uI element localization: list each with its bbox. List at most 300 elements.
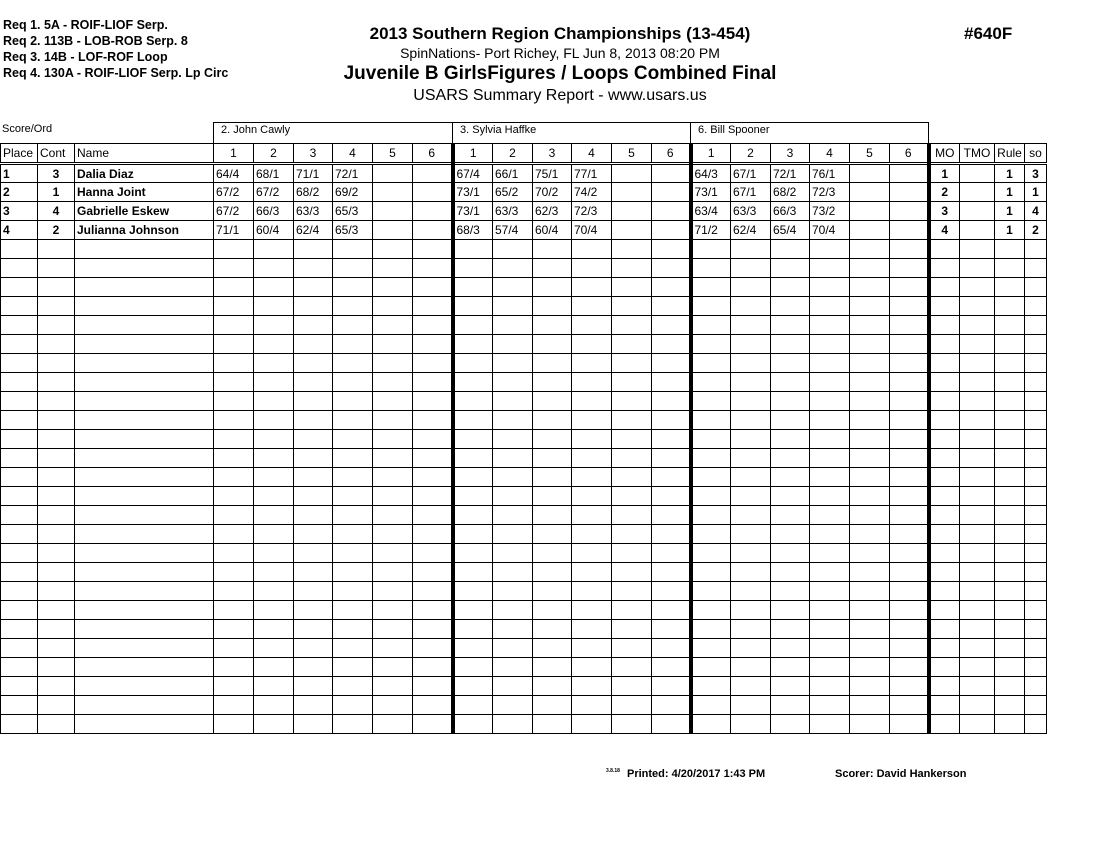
empty-cell [38,525,75,544]
empty-cell [652,259,691,278]
empty-cell [960,601,995,620]
empty-cell [333,525,373,544]
empty-cell [373,240,413,259]
empty-cell [453,373,493,392]
empty-cell [995,468,1025,487]
empty-row [1,715,1047,734]
empty-cell [453,411,493,430]
empty-cell [373,677,413,696]
empty-cell [373,525,413,544]
cont-cell: 4 [38,202,75,221]
empty-cell [453,525,493,544]
empty-cell [38,487,75,506]
empty-cell [333,582,373,601]
empty-cell [612,297,652,316]
empty-cell [333,411,373,430]
empty-cell [612,715,652,734]
empty-cell [995,487,1025,506]
empty-cell [1,259,38,278]
empty-cell [254,525,294,544]
name-cell: Hanna Joint [75,183,214,202]
empty-cell [572,696,612,715]
empty-cell [612,544,652,563]
empty-cell [572,278,612,297]
score-cell [413,221,453,240]
empty-cell [691,297,731,316]
empty-cell [254,487,294,506]
empty-cell [493,715,533,734]
empty-cell [453,582,493,601]
empty-cell [691,601,731,620]
empty-cell [960,240,995,259]
empty-cell [960,392,995,411]
empty-cell [38,544,75,563]
score-cell [890,221,929,240]
empty-cell [731,430,771,449]
score-cell: 67/4 [453,164,493,183]
empty-cell [1025,601,1047,620]
empty-cell [929,582,960,601]
empty-cell [890,335,929,354]
empty-cell [572,506,612,525]
empty-cell [691,278,731,297]
empty-cell [995,715,1025,734]
rule-cell: 1 [995,183,1025,202]
empty-cell [771,487,810,506]
empty-cell [612,487,652,506]
empty-cell [294,639,333,658]
empty-cell [1025,373,1047,392]
empty-cell [214,373,254,392]
score-cell: 64/4 [214,164,254,183]
score-cell: 69/2 [333,183,373,202]
empty-cell [214,335,254,354]
empty-cell [771,620,810,639]
score-cell: 72/1 [333,164,373,183]
empty-cell [533,696,572,715]
empty-cell [810,582,850,601]
rule-cell: 1 [995,164,1025,183]
empty-cell [810,487,850,506]
empty-cell [771,430,810,449]
empty-cell [731,677,771,696]
col-so: so [1025,144,1047,164]
empty-cell [652,639,691,658]
empty-cell [333,278,373,297]
empty-cell [294,487,333,506]
empty-cell [453,392,493,411]
empty-cell [929,563,960,582]
empty-cell [691,525,731,544]
empty-cell [890,373,929,392]
empty-cell [1025,506,1047,525]
empty-cell [691,563,731,582]
empty-cell [214,316,254,335]
empty-cell [214,525,254,544]
empty-cell [413,354,453,373]
empty-cell [652,430,691,449]
empty-cell [810,240,850,259]
empty-cell [652,373,691,392]
empty-cell [1025,544,1047,563]
empty-cell [810,354,850,373]
empty-cell [691,506,731,525]
empty-cell [254,620,294,639]
empty-cell [294,373,333,392]
empty-cell [413,449,453,468]
empty-cell [373,601,413,620]
empty-cell [38,278,75,297]
empty-cell [533,278,572,297]
empty-cell [612,335,652,354]
empty-cell [731,259,771,278]
empty-cell [995,392,1025,411]
col-judge2-fig4: 4 [572,144,612,164]
empty-cell [731,620,771,639]
empty-cell [652,506,691,525]
empty-cell [214,677,254,696]
score-cell: 60/4 [533,221,572,240]
empty-cell [810,658,850,677]
empty-cell [995,240,1025,259]
tmo-cell [960,221,995,240]
empty-cell [533,316,572,335]
empty-cell [890,506,929,525]
col-judge3-fig5: 5 [850,144,890,164]
mo-cell: 4 [929,221,960,240]
empty-cell [254,677,294,696]
empty-cell [214,259,254,278]
empty-cell [810,297,850,316]
empty-cell [493,468,533,487]
empty-cell [890,601,929,620]
empty-cell [254,468,294,487]
empty-cell [254,335,294,354]
empty-cell [810,278,850,297]
empty-cell [1025,468,1047,487]
empty-cell [652,677,691,696]
empty-cell [810,506,850,525]
empty-cell [413,487,453,506]
empty-cell [333,487,373,506]
empty-cell [929,278,960,297]
empty-cell [453,278,493,297]
empty-cell [38,354,75,373]
empty-cell [1025,335,1047,354]
empty-cell [75,392,214,411]
rule-cell: 1 [995,202,1025,221]
empty-cell [572,373,612,392]
empty-cell [214,506,254,525]
score-cell: 66/3 [771,202,810,221]
empty-row [1,525,1047,544]
empty-cell [254,639,294,658]
empty-cell [929,411,960,430]
empty-cell [38,240,75,259]
empty-cell [413,373,453,392]
empty-cell [294,582,333,601]
empty-cell [38,392,75,411]
empty-cell [75,658,214,677]
empty-cell [75,259,214,278]
empty-cell [691,620,731,639]
empty-cell [995,639,1025,658]
empty-cell [373,658,413,677]
empty-cell [731,354,771,373]
place-cell: 3 [1,202,38,221]
empty-cell [333,449,373,468]
empty-cell [254,506,294,525]
empty-cell [652,240,691,259]
empty-cell [294,544,333,563]
empty-cell [333,316,373,335]
empty-cell [929,335,960,354]
empty-cell [294,620,333,639]
empty-cell [413,335,453,354]
empty-cell [533,677,572,696]
empty-cell [453,639,493,658]
empty-cell [929,715,960,734]
score-cell: 67/2 [214,183,254,202]
empty-cell [333,696,373,715]
empty-cell [413,582,453,601]
empty-cell [960,354,995,373]
table-row [1,221,1047,240]
empty-cell [214,658,254,677]
empty-cell [771,525,810,544]
empty-cell [890,582,929,601]
empty-cell [413,259,453,278]
name-cell: Dalia Diaz [75,164,214,183]
score-cell: 63/4 [691,202,731,221]
empty-cell [960,373,995,392]
empty-cell [652,658,691,677]
empty-cell [771,354,810,373]
empty-cell [810,335,850,354]
empty-cell [1025,316,1047,335]
score-cell [890,202,929,221]
empty-cell [1,430,38,449]
empty-cell [294,297,333,316]
empty-cell [612,411,652,430]
empty-cell [38,297,75,316]
empty-cell [333,430,373,449]
empty-cell [771,715,810,734]
score-cell: 71/1 [214,221,254,240]
empty-cell [890,544,929,563]
empty-cell [960,639,995,658]
empty-cell [652,696,691,715]
empty-cell [75,715,214,734]
empty-cell [612,430,652,449]
empty-cell [850,297,890,316]
col-judge1-fig3: 3 [294,144,333,164]
score-cell: 67/2 [214,202,254,221]
score-cell [850,202,890,221]
empty-cell [850,373,890,392]
empty-cell [890,259,929,278]
empty-cell [413,506,453,525]
empty-cell [413,525,453,544]
empty-cell [731,316,771,335]
empty-cell [960,582,995,601]
empty-cell [294,335,333,354]
empty-cell [1,506,38,525]
empty-cell [493,525,533,544]
empty-cell [38,449,75,468]
empty-cell [413,677,453,696]
empty-cell [929,373,960,392]
empty-cell [572,544,612,563]
empty-cell [254,696,294,715]
empty-cell [850,411,890,430]
empty-cell [572,354,612,373]
empty-cell [691,316,731,335]
empty-cell [810,392,850,411]
empty-row [1,677,1047,696]
empty-cell [214,639,254,658]
empty-cell [254,601,294,620]
score-cell: 70/4 [572,221,612,240]
empty-cell [810,430,850,449]
empty-cell [75,639,214,658]
empty-cell [533,582,572,601]
empty-cell [995,563,1025,582]
empty-cell [1,563,38,582]
empty-cell [771,449,810,468]
empty-cell [1,544,38,563]
empty-cell [1,240,38,259]
empty-cell [294,316,333,335]
empty-row [1,335,1047,354]
empty-cell [214,449,254,468]
empty-cell [1025,620,1047,639]
empty-cell [333,335,373,354]
empty-cell [75,696,214,715]
col-judge2-fig6: 6 [652,144,691,164]
score-cell [890,183,929,202]
mo-cell: 3 [929,202,960,221]
empty-cell [373,278,413,297]
empty-cell [850,563,890,582]
empty-row [1,392,1047,411]
empty-cell [890,696,929,715]
requirement-3: Req 3. 14B - LOF-ROF Loop [3,50,168,64]
empty-cell [731,639,771,658]
empty-cell [75,278,214,297]
venue-datetime: SpinNations- Port Richey, FL Jun 8, 2013 08:20 PM [400,45,720,61]
empty-cell [294,677,333,696]
empty-cell [294,392,333,411]
empty-cell [960,506,995,525]
empty-row [1,297,1047,316]
event-number: #640F [964,24,1013,43]
score-cell [612,164,652,183]
empty-cell [493,563,533,582]
score-cell [890,164,929,183]
empty-cell [1025,259,1047,278]
empty-cell [1025,696,1047,715]
score-cell: 63/3 [731,202,771,221]
empty-cell [929,430,960,449]
empty-cell [890,620,929,639]
empty-cell [810,639,850,658]
column-header-row [1,144,1047,164]
empty-cell [254,278,294,297]
empty-cell [533,601,572,620]
empty-cell [294,525,333,544]
score-cell [850,183,890,202]
empty-cell [333,354,373,373]
empty-cell [572,335,612,354]
empty-cell [612,677,652,696]
empty-cell [731,715,771,734]
empty-cell [572,468,612,487]
empty-cell [771,582,810,601]
empty-cell [572,449,612,468]
empty-cell [453,316,493,335]
empty-cell [493,297,533,316]
empty-cell [771,411,810,430]
empty-cell [333,715,373,734]
empty-cell [771,316,810,335]
empty-cell [995,525,1025,544]
name-cell: Julianna Johnson [75,221,214,240]
empty-cell [373,506,413,525]
empty-cell [771,335,810,354]
empty-cell [850,620,890,639]
empty-cell [890,449,929,468]
empty-cell [731,544,771,563]
empty-cell [652,392,691,411]
empty-cell [850,582,890,601]
empty-cell [214,696,254,715]
empty-cell [960,259,995,278]
empty-cell [731,411,771,430]
empty-cell [373,487,413,506]
empty-cell [413,639,453,658]
score-cell: 65/3 [333,202,373,221]
empty-cell [731,582,771,601]
empty-row [1,316,1047,335]
empty-cell [214,582,254,601]
empty-cell [453,506,493,525]
empty-cell [691,449,731,468]
empty-cell [652,354,691,373]
tmo-cell [960,164,995,183]
empty-cell [691,430,731,449]
empty-row [1,468,1047,487]
empty-cell [652,544,691,563]
empty-cell [333,677,373,696]
empty-cell [333,506,373,525]
empty-cell [652,582,691,601]
empty-cell [413,392,453,411]
empty-cell [533,563,572,582]
empty-cell [1025,658,1047,677]
col-judge1-fig6: 6 [413,144,453,164]
version-label: 3.8.18 [606,768,620,774]
score-cell: 62/4 [731,221,771,240]
empty-cell [533,411,572,430]
empty-cell [612,449,652,468]
empty-cell [572,601,612,620]
empty-cell [1025,278,1047,297]
empty-cell [890,411,929,430]
empty-cell [929,297,960,316]
empty-cell [453,563,493,582]
col-judge3-fig6: 6 [890,144,929,164]
